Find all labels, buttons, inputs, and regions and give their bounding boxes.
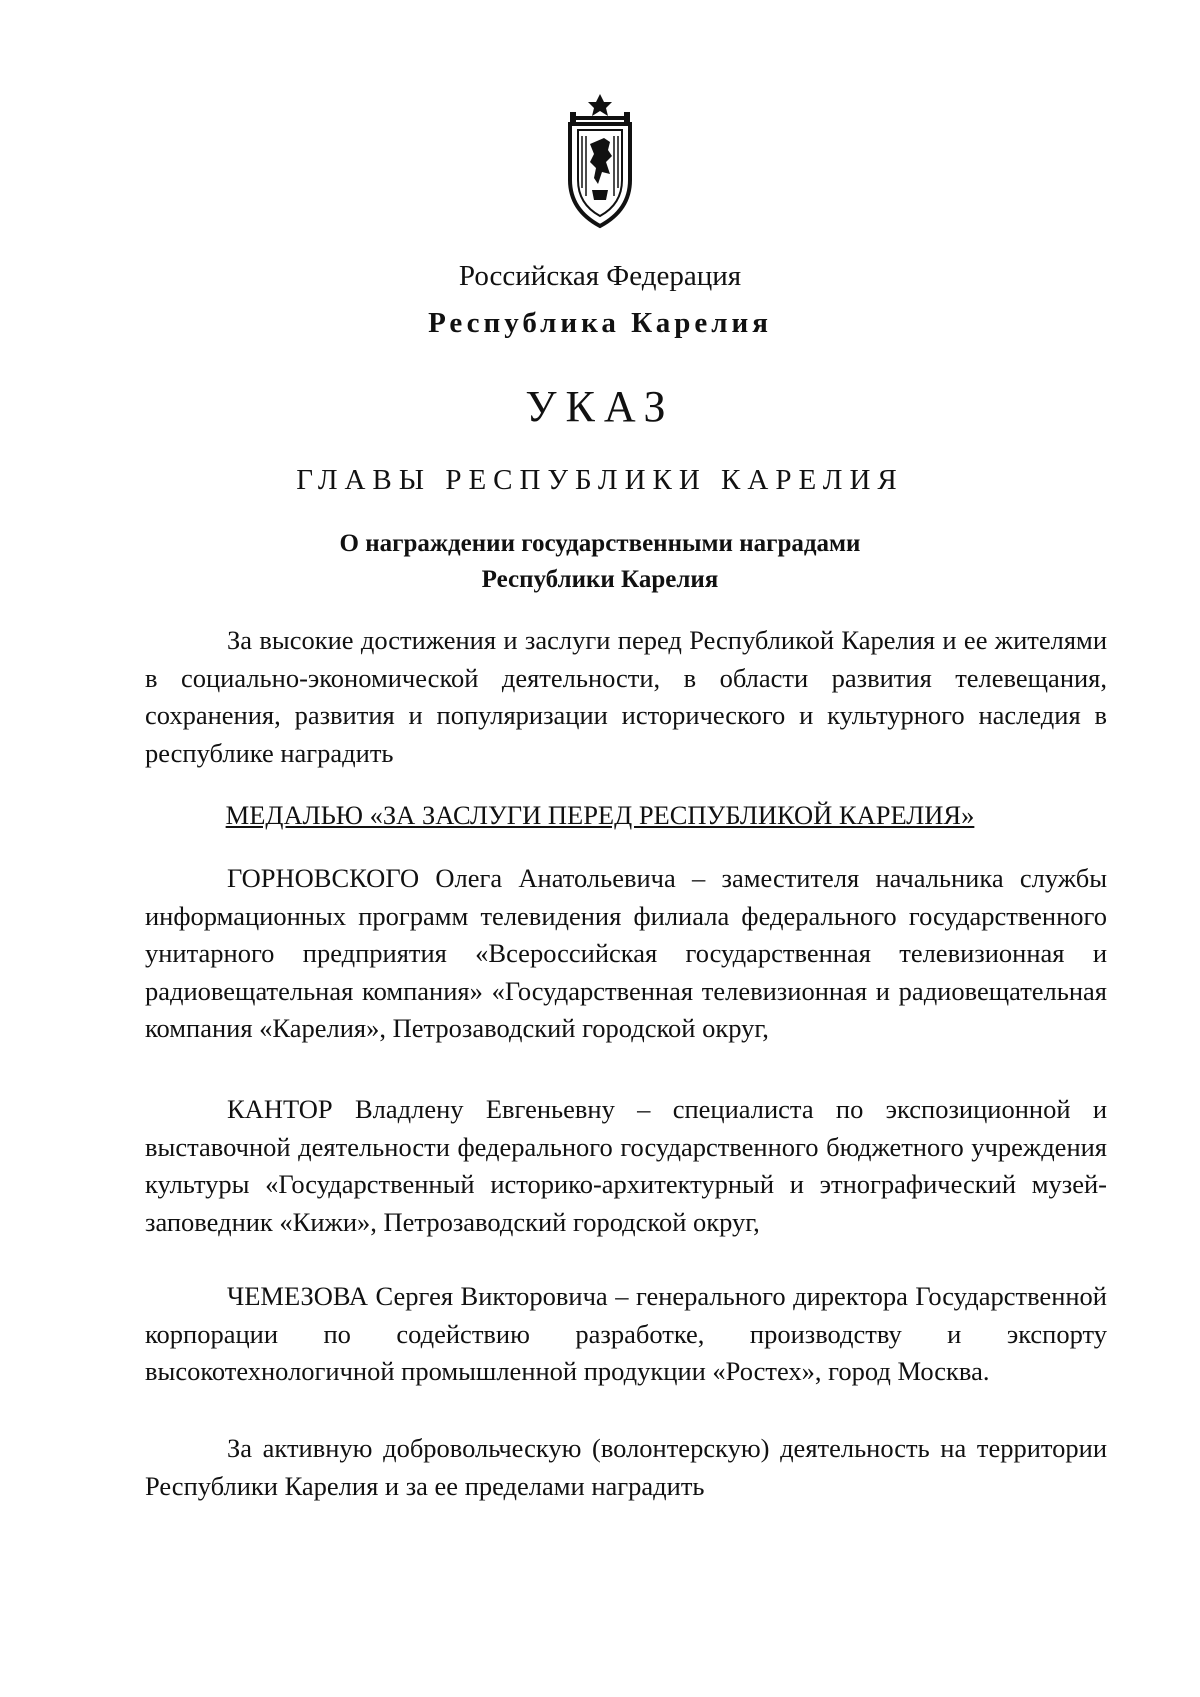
karelia-coat-of-arms-icon [566,92,634,230]
volunteer-intro-paragraph: За активную добровольческую (волонтерскую) деятельность на территории Республики Карелия и за ее пределами наградить [145,1433,1107,1501]
recipient-paragraph: ЧЕМЕЗОВА Сергея Викторовича – генерального директора Государственной корпорации по содействию разработке, производству и экспорту высокотехнологичной промышленной продукции «Ростех», город Москва. [145,1281,1107,1386]
award-title: МЕДАЛЬЮ «ЗА ЗАСЛУГИ ПЕРЕД РЕСПУБЛИКОЙ КАРЕЛИЯ» [225,800,975,830]
recipient-paragraph: ГОРНОВСКОГО Олега Анатольевича – заместителя начальника службы информационных программ телевидения филиала федерального государственного унитарного предприятия «Всероссийская государственная телевизионная и радиовещательная компания» «Государственная телевизионная и радиовещательная компания «Карелия», Петрозаводский городской округ, [145,863,1107,1043]
country-name: Российская Федерация [458,260,742,292]
decree-subject [0,526,1200,598]
republic-name: Республика Карелия [428,307,772,339]
subject-line-1: О награждении государственными наградами [339,530,861,557]
subject-line-2: Республики Карелия [481,566,719,593]
intro-paragraph: За высокие достижения и заслуги перед Республикой Карелия и ее жителями в социально-экономической деятельности, в области развития телевещания, сохранения, развития и популяризации исторического и культурного наследия в республике наградить [145,625,1107,768]
recipient-paragraph: КАНТОР Владлену Евгеньевну – специалиста по экспозиционной и выставочной деятельности федерального государственного бюджетного учреждения культуры «Государственный историко-архитектурный и этнографический музей-заповедник «Кижи», Петрозаводский городской округ, [145,1094,1107,1237]
document-type: УКАЗ [525,382,675,431]
issuer-title: ГЛАВЫ РЕСПУБЛИКИ КАРЕЛИЯ [296,464,904,496]
